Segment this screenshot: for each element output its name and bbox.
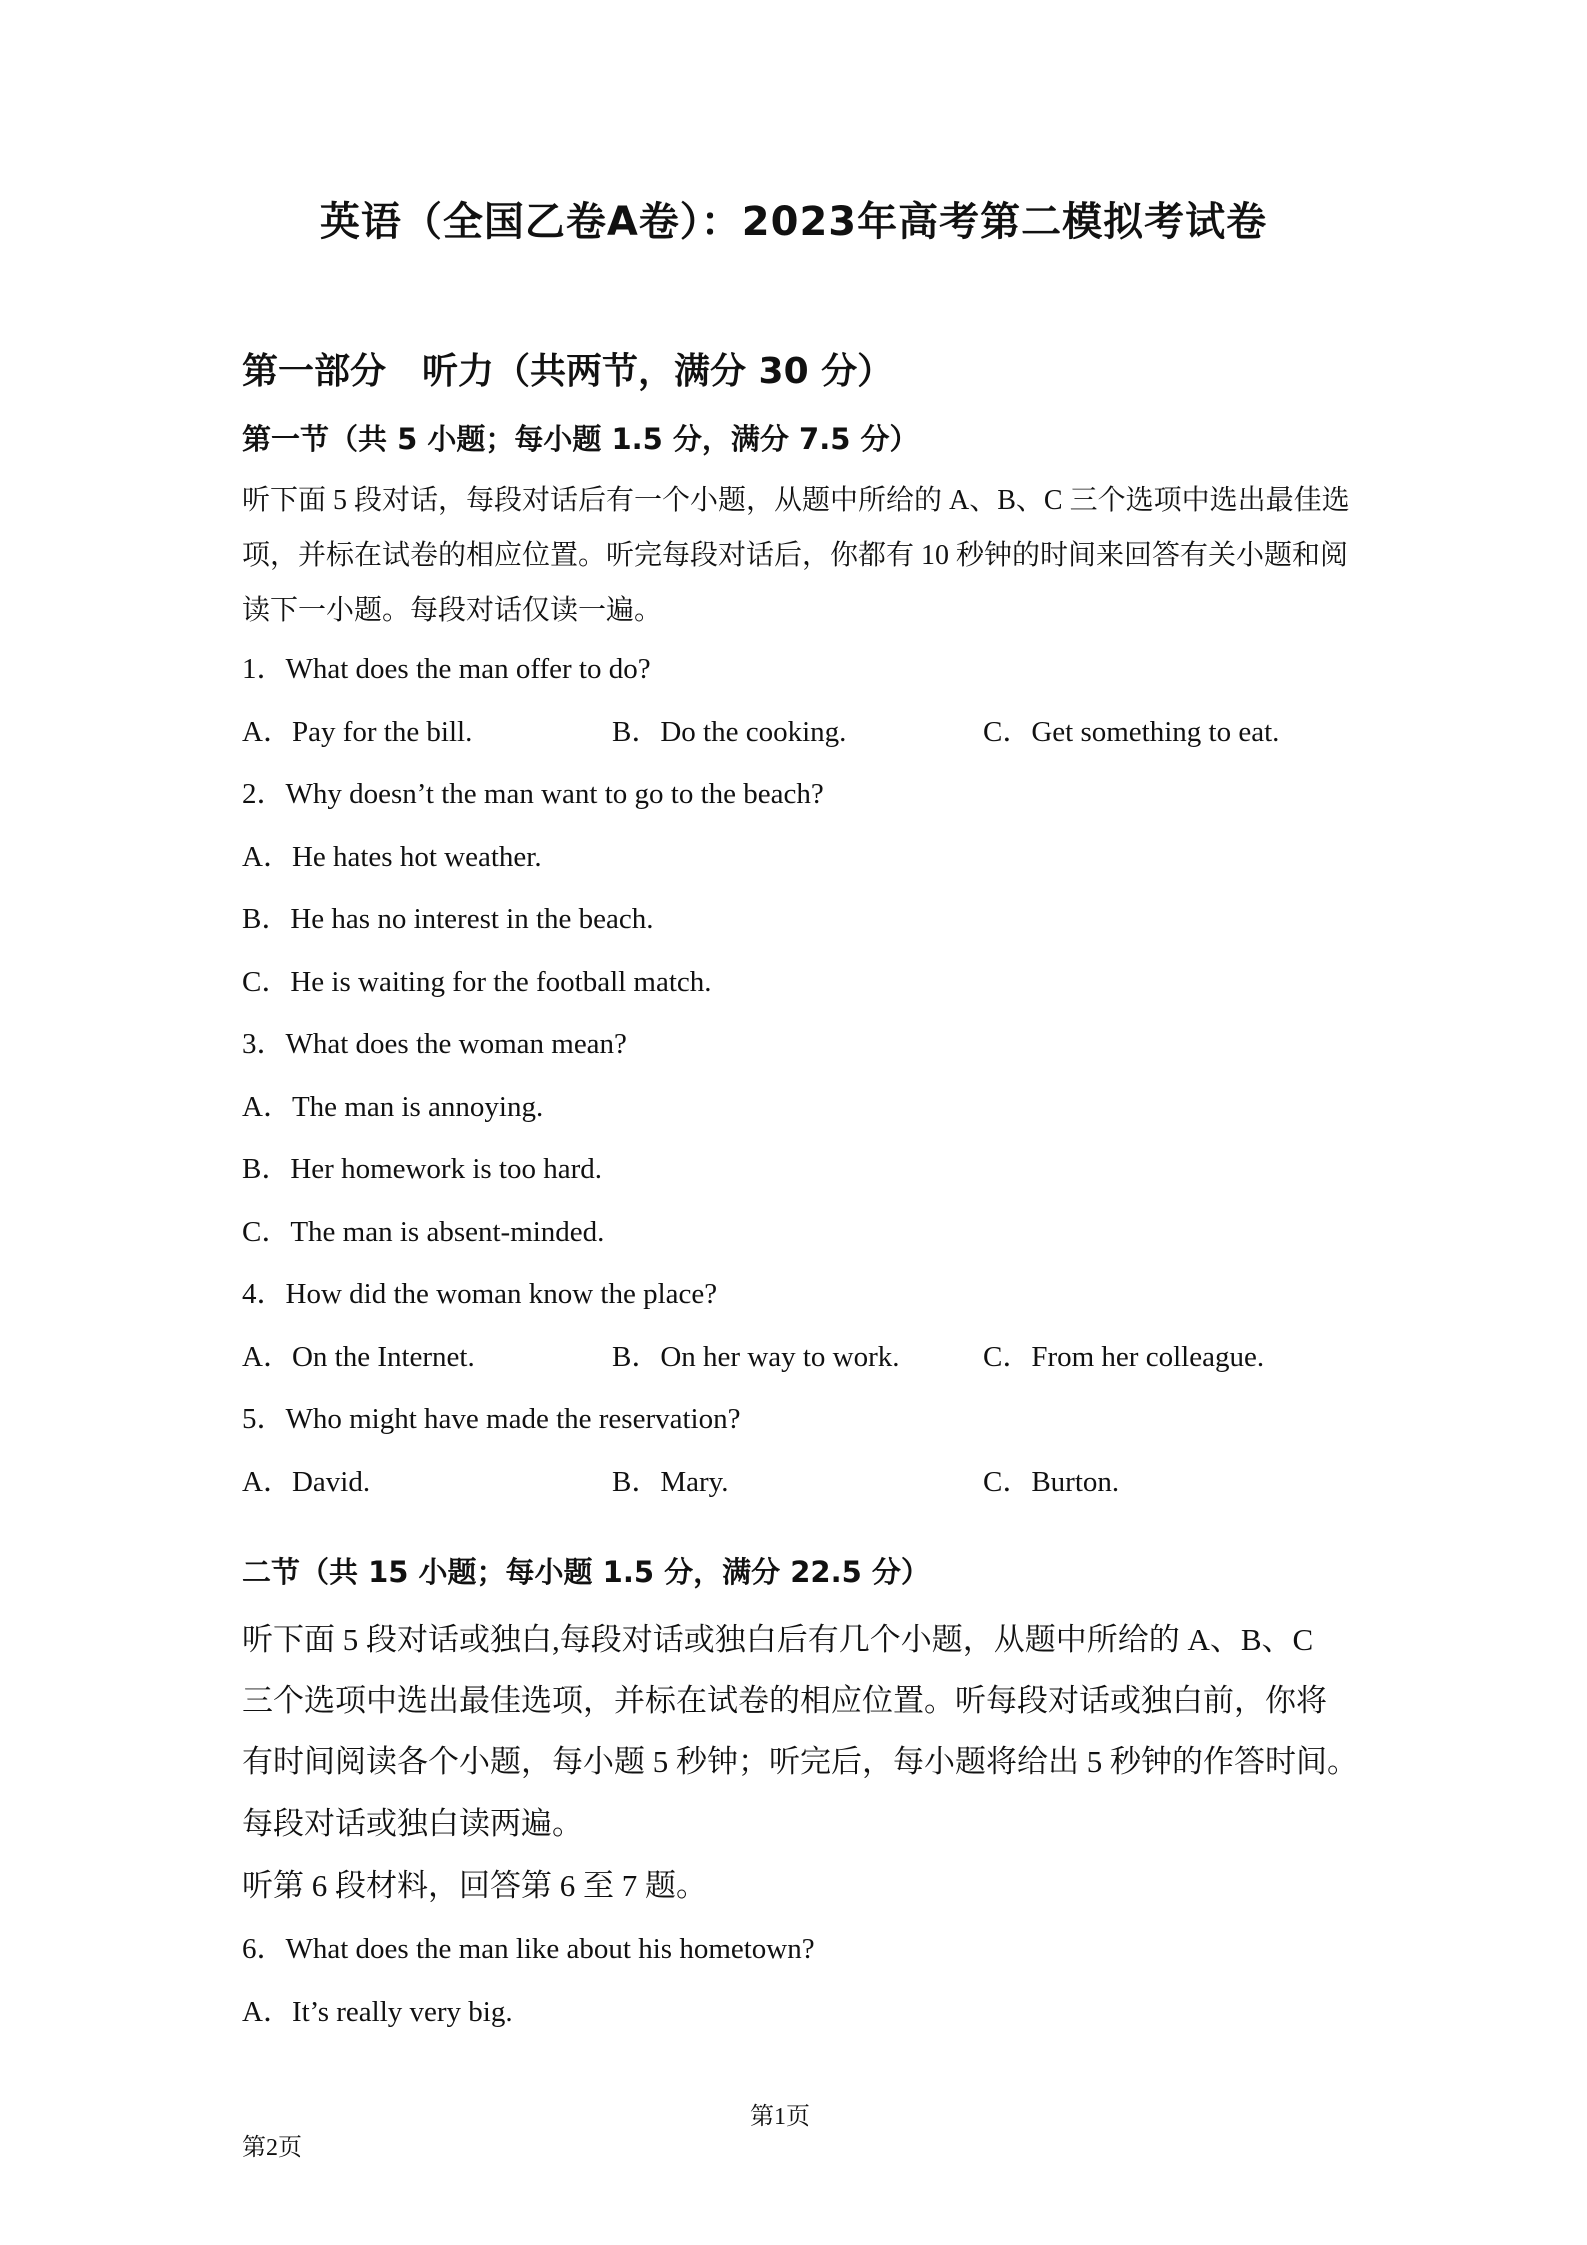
question-4-option-a: A．On the Internet. <box>242 1341 475 1373</box>
question-1-stem: 1．What does the man offer to do? <box>242 653 651 685</box>
question-1-option-c: C．Get something to eat. <box>983 716 1280 748</box>
question-6-stem: 6．What does the man like about his hometown? <box>242 1933 815 1965</box>
question-3-option-b: B．Her homework is too hard. <box>242 1153 603 1185</box>
question-2-option-a: A．He hates hot weather. <box>242 841 542 873</box>
section2-instruction-line: 三个选项中选出最佳选项，并标在试卷的相应位置。听每段对话或独白前，你将 <box>242 1683 1327 1718</box>
question-2-option-c: C．He is waiting for the football match. <box>242 966 712 998</box>
section1-instruction-line: 项，并标在试卷的相应位置。听完每段对话后，你都有 10 秒钟的时间来回答有关小题和阅 <box>242 540 1349 571</box>
section2-heading: 二节（共 15 小题；每小题 1.5 分，满分 22.5 分） <box>242 1555 930 1589</box>
question-1-option-a: A．Pay for the bill. <box>242 716 473 748</box>
question-4-option-b: B．On her way to work. <box>612 1341 900 1373</box>
part1-heading: 第一部分 听力（共两节，满分 30 分） <box>242 351 894 392</box>
section1-instruction-line: 听下面 5 段对话，每段对话后有一个小题，从题中所给的 A、B、C 三个选项中选出最佳选 <box>242 485 1350 516</box>
question-5-stem: 5．Who might have made the reservation? <box>242 1403 741 1435</box>
section2-instruction-line: 有时间阅读各个小题，每小题 5 秒钟；听完后，每小题将给出 5 秒钟的作答时间。 <box>242 1744 1358 1779</box>
section1-instruction-line: 读下一小题。每段对话仅读一遍。 <box>242 595 663 626</box>
question-1-option-b: B．Do the cooking. <box>612 716 847 748</box>
question-4-stem: 4．How did the woman know the place? <box>242 1278 718 1310</box>
question-3-stem: 3．What does the woman mean? <box>242 1028 627 1060</box>
section2-instruction-line: 每段对话或独白读两遍。 <box>242 1806 583 1841</box>
page-number-center: 第1页 <box>750 2104 810 2130</box>
question-5-option-c: C．Burton. <box>983 1466 1120 1498</box>
question-2-stem: 2．Why doesn’t the man want to go to the beach? <box>242 778 824 810</box>
question-5-option-b: B．Mary. <box>612 1466 729 1498</box>
material-note: 听第 6 段材料，回答第 6 至 7 题。 <box>242 1868 707 1903</box>
question-3-option-c: C．The man is absent-minded. <box>242 1216 605 1248</box>
section1-heading: 第一节（共 5 小题；每小题 1.5 分，满分 7.5 分） <box>242 422 919 456</box>
question-6-option-a: A．It’s really very big. <box>242 1996 513 2028</box>
section2-instruction-line: 听下面 5 段对话或独白,每段对话或独白后有几个小题，从题中所给的 A、B、C <box>242 1622 1314 1657</box>
question-3-option-a: A．The man is annoying. <box>242 1091 544 1123</box>
question-2-option-b: B．He has no interest in the beach. <box>242 903 654 935</box>
exam-title: 英语（全国乙卷A卷）：2023年高考第二模拟考试卷 <box>319 199 1268 245</box>
page-number-left: 第2页 <box>242 2135 302 2161</box>
question-4-option-c: C．From her colleague. <box>983 1341 1265 1373</box>
question-5-option-a: A．David. <box>242 1466 371 1498</box>
